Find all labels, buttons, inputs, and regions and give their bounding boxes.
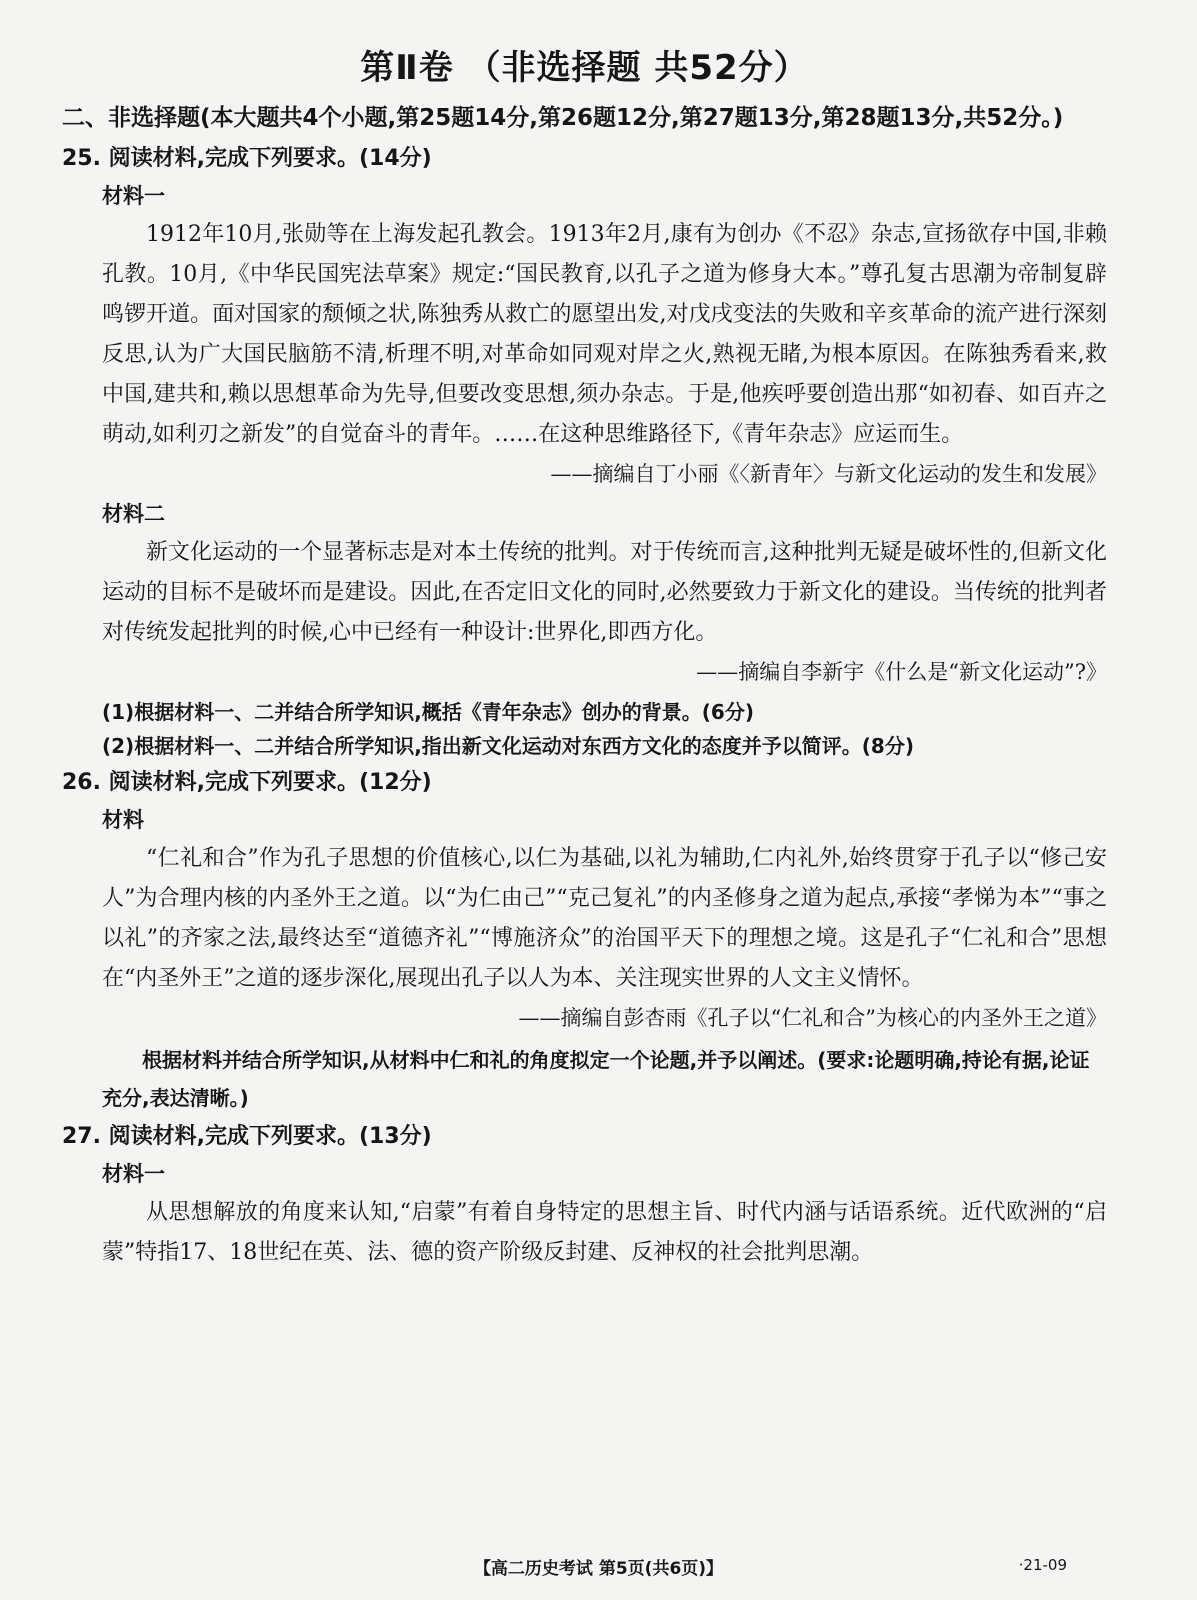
q25-material2-text: 新文化运动的一个显著标志是对本土传统的批判。对于传统而言,这种批判无疑是破坏性的,但新文化运动的目标不是破坏而是建设。因此,在否定旧文化的同时,必然要致力于新文化的建设。当传统的批判者对传统发起批判的时候,心中已经有一种设计:世界化,即西方化。 <box>102 540 1107 645</box>
q25-material1-text: 1912年10月,张勋等在上海发起孔教会。1913年2月,康有为创办《不忍》杂志,宣扬欲存中国,非赖孔教。10月,《中华民国宪法草案》规定:“国民教育,以孔子之道为修身大本。”尊孔复古思潮为帝制复辟鸣锣开道。面对国家的颓倾之状,陈独秀从救亡的愿望出发,对戊戌变法的失败和辛亥革命的流产进行深刻反思,认为广大国民脑筋不清,析理不明,对革命如同观对岸之火,熟视无睹,为根本原因。在陈独秀看来,救中国,建共和,赖以思想革命为先导,但要改变思想,须办杂志。于是,他疾呼要创造出那“如初春、如百卉之萌动,如利刃之新发”的自觉奋斗的青年。……在这种思维路径下,《青年杂志》应运而生。 <box>102 222 1107 447</box>
q25-subquestion-1: (1)根据材料一、二并结合所学知识,概括《青年杂志》创办的背景。(6分) <box>102 700 754 724</box>
question-26-title: 26. 阅读材料,完成下列要求。(12分) <box>62 770 432 795</box>
q27-material1-label: 材料一 <box>102 1162 165 1186</box>
question-27 <box>62 1119 1107 1273</box>
section-title: 第Ⅱ卷 （非选择题 共52分） <box>360 48 809 88</box>
footer-page-label: 【高二历史考试 第5页(共6页)】 <box>473 1559 724 1579</box>
page-footer <box>0 1554 1197 1582</box>
q25-subquestion-2: (2)根据材料一、二并结合所学知识,指出新文化运动对东西方文化的态度并予以简评。(8分) <box>102 734 914 758</box>
question-26 <box>62 765 1107 1117</box>
q25-material2-source: ——摘编自李新宇《什么是“新文化运动”?》 <box>696 660 1107 684</box>
question-27-title: 27. 阅读材料,完成下列要求。(13分) <box>62 1124 432 1149</box>
q26-material-source: ——摘编自彭杏雨《孔子以“仁礼和合”为核心的内圣外王之道》 <box>518 1006 1107 1030</box>
footer-exam-code: ·21-09 <box>1018 1556 1067 1574</box>
q26-task: 根据材料并结合所学知识,从材料中仁和礼的角度拟定一个论题,并予以阐述。(要求:论题明确,持论有据,论证充分,表达清晰。) <box>102 1048 1090 1110</box>
q26-material-label: 材料 <box>102 808 144 832</box>
q25-material1-source: ——摘编自丁小丽《〈新青年〉与新文化运动的发生和发展》 <box>550 462 1107 486</box>
q25-material1-label: 材料一 <box>102 184 165 208</box>
q25-material2-label: 材料二 <box>102 502 165 526</box>
q27-material1-text: 从思想解放的角度来认知,“启蒙”有着自身特定的思想主旨、时代内涵与话语系统。近代欧洲的“启蒙”特指17、18世纪在英、法、德的资产阶级反封建、反神权的社会批判思潮。 <box>102 1200 1107 1265</box>
question-25 <box>62 141 1107 763</box>
part-heading: 二、非选择题(本大题共4个小题,第25题14分,第26题12分,第27题13分,第28题13分,共52分。) <box>62 105 1064 131</box>
question-25-title: 25. 阅读材料,完成下列要求。(14分) <box>62 146 432 171</box>
q26-material-text: “仁礼和合”作为孔子思想的价值核心,以仁为基础,以礼为辅助,仁内礼外,始终贯穿于孔子以“修己安人”为合理内核的内圣外王之道。以“为仁由己”“克己复礼”的内圣修身之道为起点,承接“孝悌为本”“事之以礼”的齐家之法,最终达至“道德齐礼”“博施济众”的治国平天下的理想之境。这是孔子“仁礼和合”思想在“内圣外王”之道的逐步深化,展现出孔子以人为本、关注现实世界的人文主义情怀。 <box>102 846 1107 991</box>
